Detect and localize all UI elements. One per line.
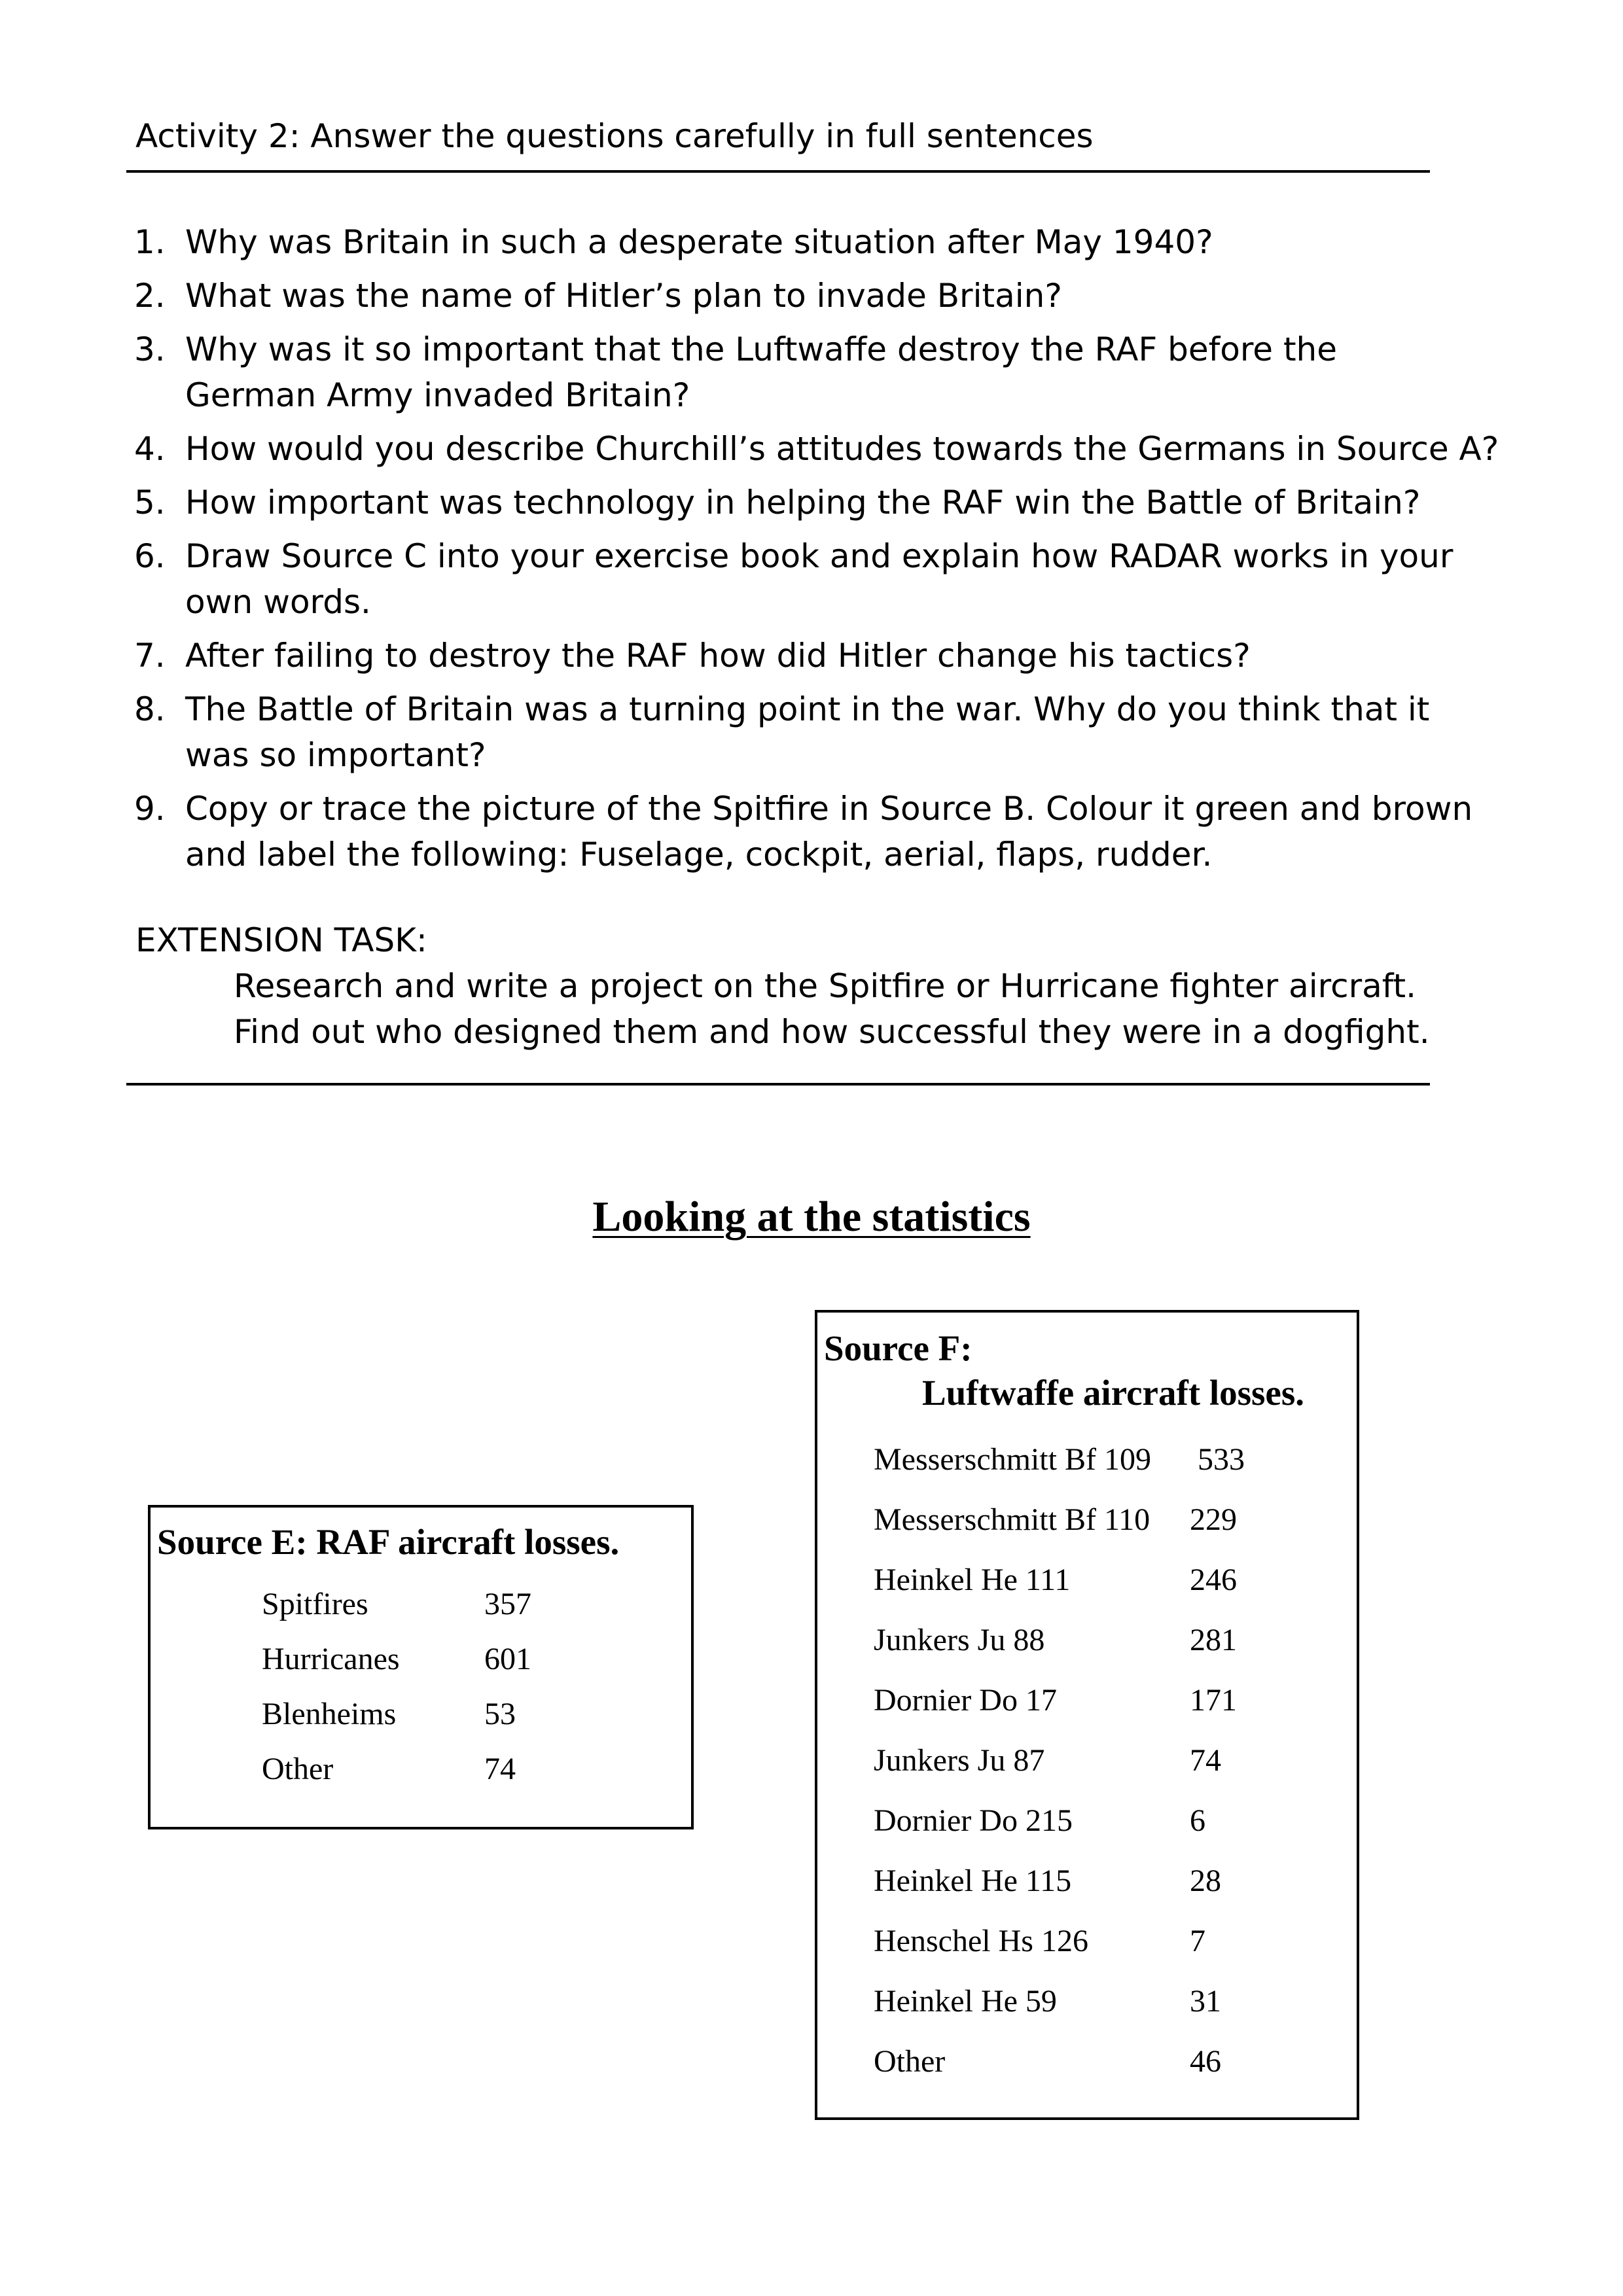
top-divider [126, 170, 1430, 173]
question-item [134, 219, 1436, 265]
question-number: 8. [134, 690, 166, 728]
aircraft-losses: 246 [1190, 1563, 1237, 1597]
aircraft-losses: 74 [484, 1752, 516, 1786]
aircraft-name: Henschel Hs 126 [874, 1924, 1088, 1958]
source-f-heading: Source F: [824, 1328, 972, 1368]
aircraft-name: Blenheims [262, 1697, 397, 1731]
question-text-continued: German Army invaded Britain? [185, 376, 690, 414]
question-text: What was the name of Hitler’s plan to invade Britain? [185, 277, 1062, 315]
table-row [874, 1681, 1237, 1720]
aircraft-name: Dornier Do 215 [874, 1803, 1073, 1838]
aircraft-name: Junkers Ju 88 [874, 1623, 1045, 1657]
question-text: Draw Source C into your exercise book and explain how RADAR works in your [185, 537, 1454, 575]
table-row [262, 1750, 516, 1789]
aircraft-name: Messerschmitt Bf 109 [874, 1442, 1151, 1477]
aircraft-losses: 53 [484, 1697, 516, 1731]
question-text: How would you describe Churchill’s attitudes towards the Germans in Source A? [185, 430, 1499, 468]
table-row [874, 1862, 1221, 1901]
bottom-divider [126, 1083, 1430, 1086]
question-item [134, 327, 1436, 418]
table-row [874, 1440, 1245, 1479]
question-list [134, 219, 1499, 885]
aircraft-name: Hurricanes [262, 1642, 400, 1676]
question-item [134, 786, 1473, 877]
aircraft-name: Messerschmitt Bf 110 [874, 1502, 1150, 1537]
source-e-box [148, 1505, 694, 1829]
source-f-subheading: Luftwaffe aircraft losses. [922, 1373, 1304, 1413]
question-text: Why was Britain in such a desperate situation after May 1940? [185, 223, 1213, 261]
extension-task-title: EXTENSION TASK: [135, 921, 427, 959]
aircraft-losses: 74 [1190, 1743, 1221, 1778]
question-number: 6. [134, 537, 166, 575]
aircraft-name: Other [262, 1752, 334, 1786]
aircraft-name: Heinkel He 59 [874, 1984, 1057, 2019]
extension-task-line: Research and write a project on the Spitfire or Hurricane fighter aircraft. [234, 967, 1417, 1005]
aircraft-losses: 357 [484, 1587, 531, 1621]
statistics-heading [0, 1191, 1623, 1243]
question-number: 7. [134, 637, 166, 675]
question-number: 9. [134, 790, 166, 828]
question-text: The Battle of Britain was a turning point in the war. Why do you think that it [185, 690, 1430, 728]
aircraft-name: Junkers Ju 87 [874, 1743, 1045, 1778]
table-row [874, 1621, 1237, 1660]
extension-task-line: Find out who designed them and how successful they were in a dogfight. [234, 1013, 1430, 1051]
aircraft-losses: 229 [1190, 1502, 1237, 1537]
aircraft-losses: 31 [1190, 1984, 1221, 2019]
question-text: After failing to destroy the RAF how did Hitler change his tactics? [185, 637, 1251, 675]
question-item [134, 533, 1454, 625]
source-e-heading: Source E: RAF aircraft losses. [157, 1522, 620, 1562]
table-row [874, 1801, 1205, 1841]
question-text: How important was technology in helping the RAF win the Battle of Britain? [185, 484, 1421, 521]
aircraft-name: Dornier Do 17 [874, 1683, 1057, 1718]
question-item [134, 633, 1436, 679]
table-row [874, 1500, 1237, 1540]
aircraft-losses: 171 [1190, 1683, 1237, 1718]
activity-title: Activity 2: Answer the questions carefully in full sentences [135, 117, 1094, 155]
table-row [874, 1561, 1237, 1600]
aircraft-losses: 601 [484, 1642, 531, 1676]
table-row [874, 1922, 1205, 1961]
aircraft-losses: 533 [1198, 1442, 1245, 1477]
aircraft-losses: 6 [1190, 1803, 1205, 1838]
question-item [134, 273, 1436, 319]
aircraft-name: Heinkel He 115 [874, 1863, 1072, 1898]
aircraft-name: Heinkel He 111 [874, 1563, 1071, 1597]
question-number: 4. [134, 430, 166, 468]
question-text: Copy or trace the picture of the Spitfire in Source B. Colour it green and brown [185, 790, 1473, 828]
question-text-continued: was so important? [185, 736, 486, 774]
aircraft-losses: 7 [1190, 1924, 1205, 1958]
question-number: 1. [134, 223, 166, 261]
question-number: 3. [134, 330, 166, 368]
aircraft-losses: 281 [1190, 1623, 1237, 1657]
aircraft-name: Other [874, 2044, 946, 2079]
question-item [134, 426, 1499, 472]
question-item [134, 686, 1436, 778]
source-f-box [815, 1310, 1359, 2120]
question-text-continued: own words. [185, 583, 371, 621]
aircraft-name: Spitfires [262, 1587, 368, 1621]
aircraft-losses: 46 [1190, 2044, 1221, 2079]
question-text-continued: and label the following: Fuselage, cockpit, aerial, flaps, rudder. [185, 836, 1213, 874]
table-row [874, 1741, 1221, 1780]
question-item [134, 480, 1436, 525]
statistics-heading-text: Looking at the statistics [592, 1193, 1031, 1241]
aircraft-losses: 28 [1190, 1863, 1221, 1898]
table-row [874, 1982, 1221, 2021]
question-number: 5. [134, 484, 166, 521]
question-text: Why was it so important that the Luftwaffe destroy the RAF before the [185, 330, 1338, 368]
table-row [262, 1585, 531, 1624]
table-row [262, 1695, 516, 1734]
table-row [874, 2042, 1221, 2081]
question-number: 2. [134, 277, 166, 315]
table-row [262, 1640, 531, 1679]
